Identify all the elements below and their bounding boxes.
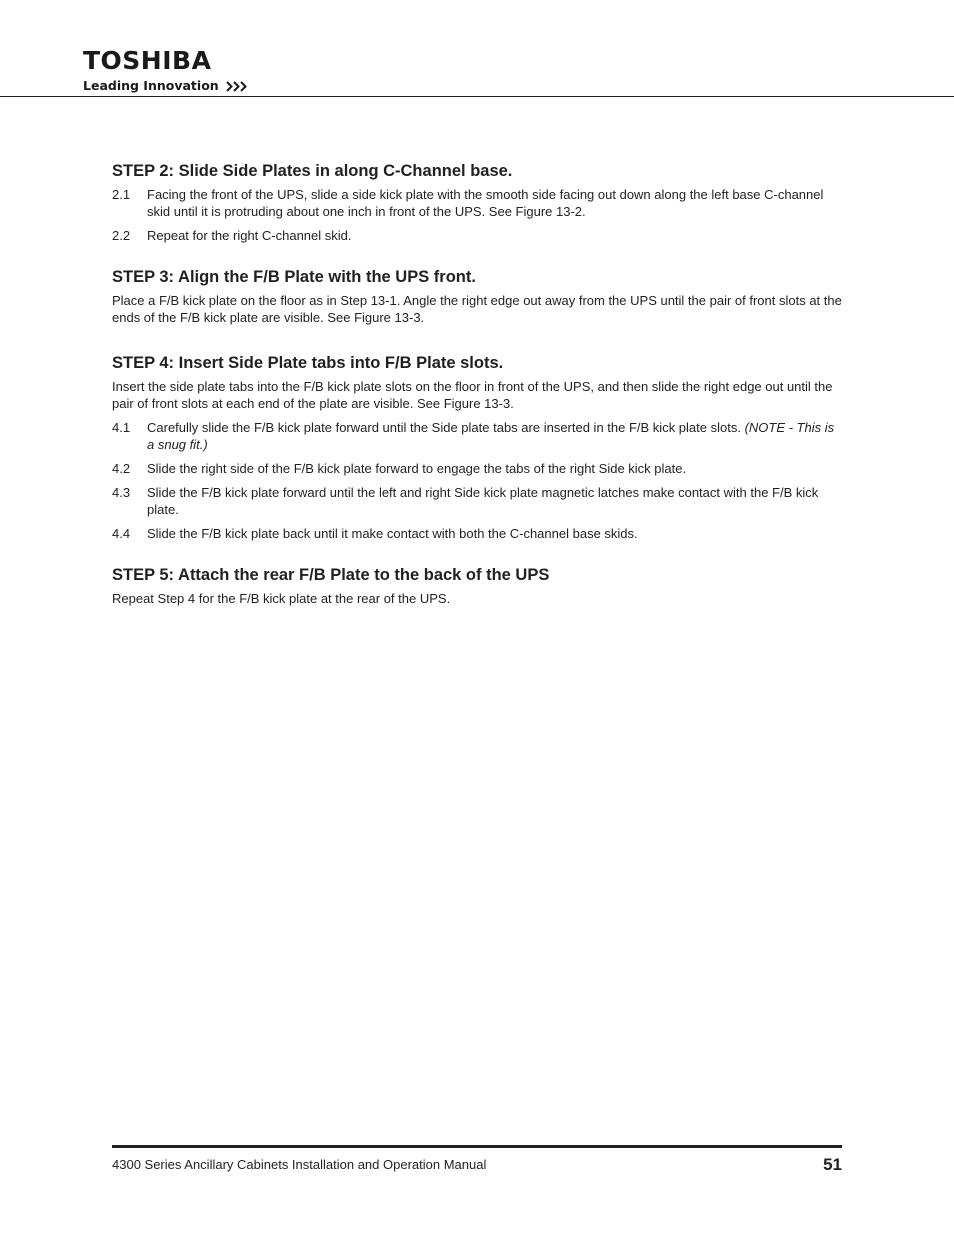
step-2-section (112, 160, 842, 244)
header-divider (0, 96, 954, 97)
step-intro: Place a F/B kick plate on the floor as in Step 13-1. Angle the right edge out away from the UPS until the pair of front slots at the ends of the F/B kick plate are visible. See Figure 13-3. (112, 293, 842, 325)
item-text: Slide the F/B kick plate back until it make contact with both the C-channel base skids. (147, 526, 638, 541)
item-text: Slide the right side of the F/B kick plate forward to engage the tabs of the right Side kick plate. (147, 461, 687, 476)
item-number: 2.2 (112, 228, 131, 243)
list-item (112, 419, 842, 453)
footer-divider (112, 1145, 842, 1148)
tagline-text: Leading Innovation (83, 78, 219, 93)
item-text-main: Carefully slide the F/B kick plate forward until the Side plate tabs are inserted in the F/B kick plate slots. (147, 420, 745, 435)
step-intro: Repeat Step 4 for the F/B kick plate at the rear of the UPS. (112, 591, 451, 606)
step-intro: Insert the side plate tabs into the F/B kick plate slots on the floor in front of the UPS, and then slide the right edge out until the pair of front slots at each end of the plate are visible. See Figure 13-3. (112, 379, 833, 411)
manual-title: 4300 Series Ancillary Cabinets Installation and Operation Manual (112, 1157, 487, 1172)
item-text: Repeat for the right C-channel skid. (147, 228, 352, 243)
item-text: Slide the F/B kick plate forward until the left and right Side kick plate magnetic latches make contact with the F/B kick plate. (147, 485, 819, 517)
page-header (0, 0, 954, 98)
step-heading: STEP 3: Align the F/B Plate with the UPS front. (112, 268, 476, 286)
toshiba-logo: TOSHIBA (83, 46, 212, 75)
step-heading: STEP 4: Insert Side Plate tabs into F/B Plate slots. (112, 354, 504, 372)
item-text (147, 419, 842, 453)
step-3-section (112, 266, 842, 326)
page-number: 51 (823, 1155, 842, 1174)
step-heading: STEP 5: Attach the rear F/B Plate to the back of the UPS (112, 566, 550, 584)
step-4-section (112, 352, 842, 542)
document-body (112, 160, 842, 614)
list-item (112, 484, 842, 518)
step-heading: STEP 2: Slide Side Plates in along C-Channel base. (112, 162, 513, 180)
item-number: 4.3 (112, 485, 131, 500)
item-note: (NOTE - This is a snug fit.) (147, 420, 835, 452)
list-item (112, 525, 842, 542)
item-number: 4.4 (112, 526, 131, 541)
triple-chevron-icon (226, 81, 248, 92)
list-item (112, 460, 842, 477)
list-item (112, 186, 842, 220)
item-number: 4.1 (112, 420, 131, 435)
step-5-section (112, 564, 842, 607)
item-text: Facing the front of the UPS, slide a side kick plate with the smooth side facing out down along the left base C-channel skid until it is protruding about one inch in front of the UPS. See Figure 13-2. (147, 187, 824, 219)
item-number: 2.1 (112, 187, 131, 202)
item-number: 4.2 (112, 461, 131, 476)
tagline (83, 78, 248, 94)
list-item (112, 227, 842, 244)
